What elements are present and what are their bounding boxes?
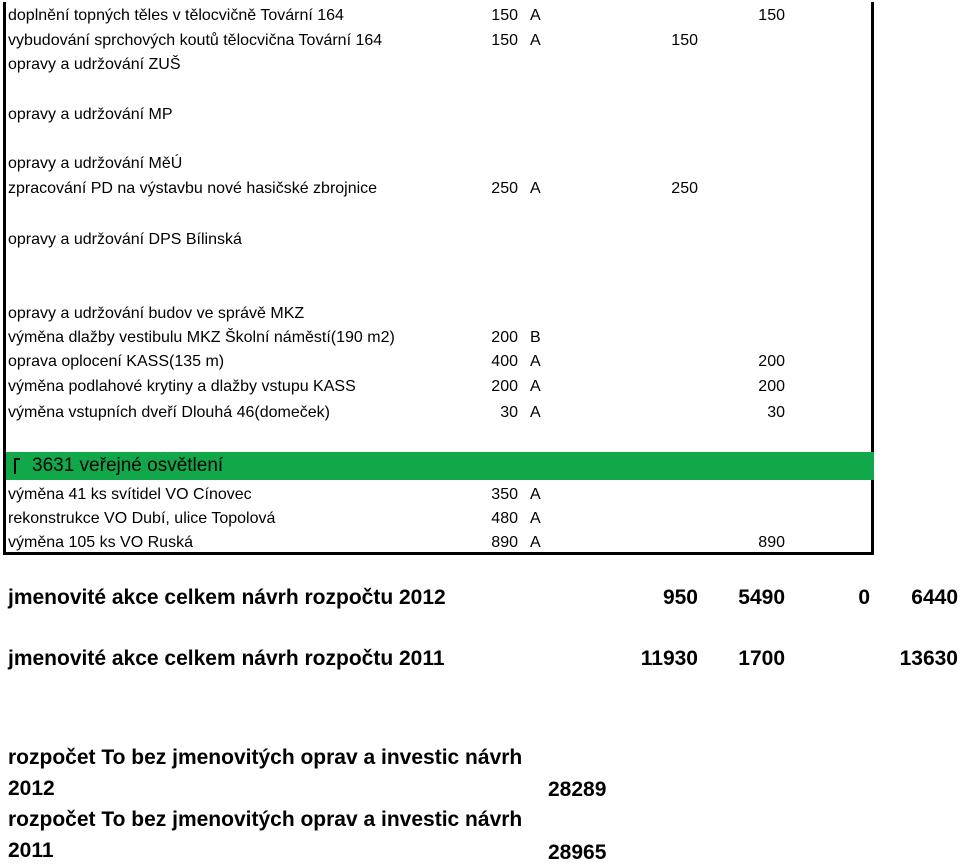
total-value-4: 13630	[899, 647, 958, 670]
row-col2: 200	[758, 353, 785, 370]
row-amount: 200	[491, 378, 518, 395]
budget-value-2011: 28965	[548, 841, 607, 864]
section-title: 3631 veřejné osvětlení	[32, 455, 224, 476]
total-label-2012: jmenovité akce celkem návrh rozpočtu 2012	[8, 586, 446, 609]
row-label: zpracování PD na výstavbu nové hasičské zbrojnice	[8, 180, 378, 197]
row-label: oprava oplocení KASS(135 m)	[8, 353, 225, 370]
row-category: A	[530, 510, 541, 527]
total-value-1: 950	[662, 586, 698, 609]
row-label: vybudování sprchových koutů tělocvična Tovární 164	[8, 32, 383, 49]
row-amount: 30	[500, 404, 518, 421]
row-amount: 150	[491, 7, 518, 24]
section-header	[6, 452, 874, 480]
row-amount: 150	[491, 32, 518, 49]
row-label: výměna 105 ks VO Ruská	[8, 534, 193, 551]
row-label: opravy a udržování budov ve správě MKZ	[8, 305, 305, 322]
row-col1: 150	[671, 32, 698, 49]
row-amount: 480	[491, 510, 518, 527]
row-label: výměna podlahové krytiny a dlažby vstupu KASS	[8, 378, 356, 395]
row-category: A	[530, 7, 541, 24]
total-value-3: 0	[858, 586, 870, 609]
section-marker-icon	[14, 458, 20, 474]
row-col1: 250	[671, 180, 698, 197]
row-category: A	[530, 353, 541, 370]
row-category: A	[530, 486, 541, 503]
row-col2: 150	[758, 7, 785, 24]
row-category: B	[530, 329, 541, 346]
row-amount: 200	[491, 329, 518, 346]
row-label: doplnění topných těles v tělocvičně Tovární 164	[8, 7, 344, 24]
row-category: A	[530, 180, 541, 197]
row-label: opravy a udržování ZUŠ	[8, 56, 181, 73]
budget-label-2012-line1: rozpočet To bez jmenovitých oprav a investic návrh	[8, 746, 523, 769]
row-label: opravy a udržování MP	[8, 106, 173, 123]
row-col2: 890	[758, 534, 785, 551]
total-value-2: 5490	[738, 586, 785, 609]
row-category: A	[530, 378, 541, 395]
total-value-4: 6440	[911, 586, 958, 609]
row-col2: 30	[767, 404, 785, 421]
total-label-2011: jmenovité akce celkem návrh rozpočtu 2011	[8, 647, 445, 670]
budget-label-2011-line1: rozpočet To bez jmenovitých oprav a investic návrh	[8, 808, 523, 831]
row-category: A	[530, 404, 541, 421]
row-amount: 890	[491, 534, 518, 551]
row-label: výměna 41 ks svítidel VO Cínovec	[8, 486, 252, 503]
row-label: opravy a udržování DPS Bílinská	[8, 231, 242, 248]
budget-value-2012: 28289	[548, 778, 607, 801]
row-amount: 250	[491, 180, 518, 197]
row-category: A	[530, 534, 541, 551]
row-label: výměna dlažby vestibulu MKZ Školní náměstí(190 m2)	[8, 329, 395, 346]
total-value-1: 11930	[640, 647, 698, 670]
row-category: A	[530, 32, 541, 49]
budget-label-2012-line2: 2012	[8, 777, 55, 800]
row-label: opravy a udržování MěÚ	[8, 155, 183, 172]
budget-label-2011-line2: 2011	[8, 839, 54, 862]
row-amount: 350	[491, 486, 518, 503]
row-label: rekonstrukce VO Dubí, ulice Topolová	[8, 510, 276, 527]
total-value-2: 1700	[738, 647, 785, 670]
row-amount: 400	[491, 353, 518, 370]
row-col2: 200	[758, 378, 785, 395]
row-label: výměna vstupních dveří Dlouhá 46(domeček)	[8, 404, 330, 421]
